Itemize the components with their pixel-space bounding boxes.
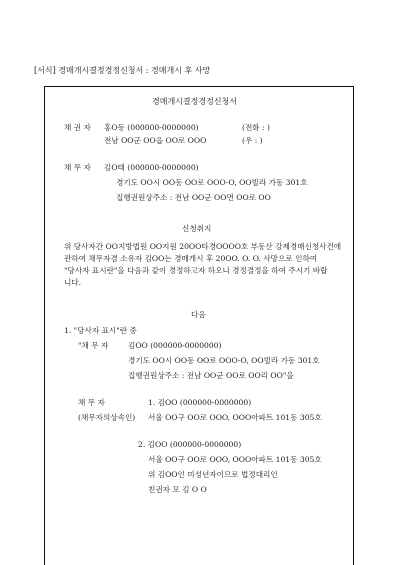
purpose-title: 신청취지 (182, 224, 212, 233)
purpose-paragraph (64, 241, 350, 289)
page-header: [서식] 경매개시결정경정신청서 : 경매개시 후 사망 (34, 66, 211, 75)
purpose-line: "당사자 표시란"을 다음과 같이 경정하고자 하오니 경정결정을 하여 주시기 바랍 (64, 266, 328, 275)
section1-debtor-name: 김OO (000000-0000000) (128, 341, 222, 350)
debtor-name: 김O태 (000000-0000000) (104, 163, 199, 172)
section1-debtor-address: 경기도 OO시 OO동 OO로 OOO-O, OO빌라 가동 301호 (128, 356, 320, 365)
debtor2-sub: (채무자의상속인) (78, 413, 136, 422)
purpose-line: 위 당사자간 OO지방법원 OO지원 20OO타경OOOO호 부동산 강제경매신청사건에 (64, 242, 342, 251)
creditor-name: 홍O동 (000000-0000000) (104, 123, 199, 132)
purpose-line: 관하여 채무자겸 소유자 김OO는 경매개시 후 20OO. O. O. 사망으로 인하여 (64, 254, 318, 263)
purpose-line: 니다. (64, 278, 82, 287)
heir2-name: 2. 김OO (000000-0000000) (138, 440, 242, 449)
debtor2-label: 채 무 자 (78, 398, 105, 407)
creditor-label: 채 권 자 (64, 123, 91, 132)
heir2-note: 위 김OO인 미성년자이므로 법정대리인 (148, 470, 278, 479)
creditor-address: 전남 OO군 OO읍 OO로 OOO (104, 136, 207, 145)
creditor-phone: (전화 : ) (242, 123, 270, 132)
heir1-address: 서울 OO구 OO로 OOO, OOO아파트 101동 305호 (148, 413, 322, 422)
section1-debtor-label: "채 무 자 (78, 341, 109, 350)
section1-title: 1. "당사자 표시"란 중 (64, 326, 137, 335)
creditor-postal: (우 : ) (242, 136, 263, 145)
section1-debtor-exec: 집행권원상주소 : 전남 OO군 OO로 OO리 OO"을 (128, 371, 294, 380)
heir1-name: 1. 김OO (000000-0000000) (148, 398, 252, 407)
debtor-exec-address: 집행권원상주소 : 전남 OO군 OO면 OO로 OO (116, 193, 271, 202)
heir2-guardian: 친권자 모 김 O O (148, 485, 207, 494)
heir2-address: 서울 OO구 OO로 OOO, OOO아파트 101동 305호 (148, 455, 322, 464)
next-title: 다음 (191, 310, 206, 319)
debtor-address: 경기도 OO시 OO동 OO로 OOO-O, OO빌라 가동 301호 (116, 178, 308, 187)
document-title: 경매개시결정경정신청서 (152, 97, 238, 106)
debtor-label: 채 무 자 (64, 163, 91, 172)
